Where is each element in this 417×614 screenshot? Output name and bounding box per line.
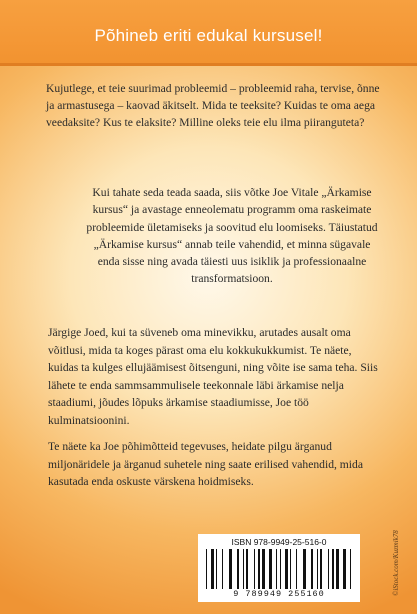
barcode-bar: [237, 549, 239, 589]
barcode-bar: [290, 549, 291, 589]
barcode-bar: [211, 549, 214, 589]
barcode-bar: [269, 549, 272, 589]
barcode-bars: [206, 549, 352, 589]
barcode-bar: [262, 549, 265, 589]
isbn-label: ISBN 978-9949-25-516-0: [231, 537, 327, 547]
closing-paragraph: Te näete ka Joe põhimõtteid tegevuses, heidate pilgu ärganud miljonäridele ja ärganud suhetele ning saate erilised vahendid, mida kasutada enda oskuste värskena hoidmiseks.: [48, 440, 363, 488]
barcode-bar: [254, 549, 255, 589]
barcode-bar: [336, 549, 339, 589]
barcode-panel: [198, 534, 360, 602]
barcode-bar: [216, 549, 217, 589]
barcode-bar: [206, 549, 207, 589]
photo-credit: ©iStock.com/Kuzmik78: [392, 530, 400, 596]
barcode-bar: [317, 549, 318, 589]
barcode-bar: [303, 549, 306, 589]
barcode-bar: [296, 549, 297, 589]
barcode-bar: [350, 549, 351, 589]
barcode-bar: [280, 549, 281, 589]
title-banner: [0, 0, 417, 66]
barcode-bar: [320, 549, 322, 589]
barcode-bar: [311, 549, 313, 589]
barcode-bar: [276, 549, 277, 589]
journey-paragraph: Järgige Joed, kui ta süveneb oma minevikku, arutades ausalt oma võitlusi, mida ta koges pärast oma elu kokkukukkumist. Te näete, kuidas ta kulges ellujäämisest õitsenguni, ning võite ise sama teha. Siis lähete te enda sammsammulisele teekonnale läbi ärkamise nelja staadiumi, jõudes lõpuks ärkamise staadiumisse, Joe töö kulminatsioonini.: [48, 326, 378, 427]
barcode-bar: [343, 549, 346, 589]
barcode-bar: [246, 549, 248, 589]
barcode-bar: [229, 549, 232, 589]
barcode-bar: [328, 549, 329, 589]
barcode-digits: 9 789949 255160: [233, 589, 325, 599]
barcode-bar: [243, 549, 244, 589]
barcode-bar: [332, 549, 334, 589]
banner-title: Põhineb eriti edukal kursusel!: [94, 26, 323, 45]
barcode-bar: [222, 549, 223, 589]
barcode-bar: [258, 549, 260, 589]
intro-paragraph: Kujutlege, et teie suurimad probleemid – probleemid raha, tervise, õnne ja armastusega – kaovad äkitselt. Mida te teeksite? Kuidas te oma aega veedaksite? Kus te elaksite? Milline oleks teie elu ilma piiranguteta?: [46, 82, 380, 129]
barcode-bar: [285, 549, 288, 589]
offer-paragraph: Kui tahate seda teada saada, siis võtke Joe Vitale „Ärkamise kursus“ ja avastage enneolematu programm oma raskeimate probleemide ületamiseks ja soovitud elu loomiseks. Täiustatud „Ärkamise kursus“ annab teile vahendid, et minna sügavale enda sisse ning avada täiesti uus isiklik ja professionaalne transformatsioon.: [86, 186, 378, 286]
